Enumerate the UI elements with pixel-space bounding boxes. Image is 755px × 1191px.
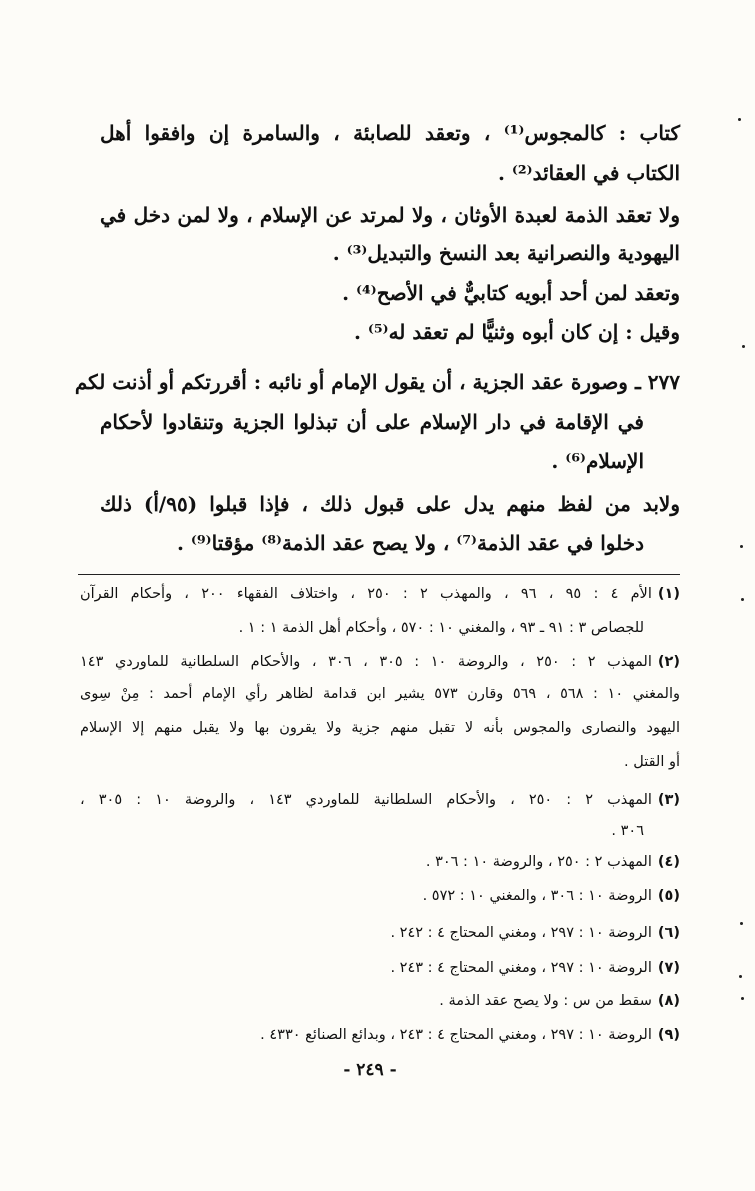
footnote-2: (٢)المهذب ٢ : ٢٥٠ ، والروضة ١٠ : ٣٠٥ ، ٣٠٦ ، والأحكام السلطانية للماوردي ١٤٣: [80, 654, 681, 670]
scan-speck: [741, 997, 744, 1000]
page-number: - ٢٤٩ -: [343, 1060, 397, 1080]
scan-speck: [739, 975, 742, 978]
footnote-4: (٤)المهذب ٢ : ٢٥٠ ، والروضة ١٠ : ٣٠٦ .: [425, 854, 680, 870]
footnotes: [80, 0, 681, 1043]
footnote-5: (٥)الروضة ١٠ : ٣٠٦ ، والمغني ١٠ : ٥٧٢ .: [422, 888, 680, 904]
scan-speck: [740, 545, 743, 548]
text-line: الإسلام⁽⁶⁾ .: [551, 449, 644, 473]
text-line: اليهودية والنصرانية بعد النسخ والتبديل⁽³⁾ .: [332, 241, 680, 265]
footnote-3: (٣)المهذب ٢ : ٢٥٠ ، والأحكام السلطانية للماوردي ١٤٣ ، والروضة ١٠ : ٣٠٥ ،: [80, 792, 681, 808]
text-line: وتعقد لمن أحد أبويه كتابيٌّ في الأصح⁽⁴⁾ .: [342, 281, 680, 305]
footnote-6: (٦)الروضة ١٠ : ٢٩٧ ، ومغني المحتاج ٤ : ٢٤٢ .: [390, 925, 680, 941]
footnote-2-cont: أو القتل .: [624, 754, 680, 770]
scan-speck: [738, 118, 741, 121]
text-line: الكتاب في العقائد⁽²⁾ .: [498, 161, 680, 185]
scan-speck: [740, 922, 743, 925]
footnote-1-cont: للجصاص ٣ : ٩١ ـ ٩٣ ، والمغني ١٠ : ٥٧٠ ، وأحكام أهل الذمة ١ : ١ .: [238, 620, 644, 636]
text-line: ولابد من لفظ منهم يدل على قبول ذلك ، فإذا قبلوا (٩٥/أ) ذلك: [100, 492, 680, 516]
footnote-2-cont: اليهود والنصارى والمجوس بأنه لا تقبل منهم جزية ولا يقرون بها ولا يقبل منهم إلا الإسلام: [80, 720, 680, 736]
footnote-2-cont: والمغني ١٠ : ٥٦٨ ، ٥٦٩ وقارن ٥٧٣ يشير ابن قدامة لظاهر رأي الإمام أحمد : مِنْ سِوى: [80, 686, 680, 702]
section-heading-rest: ، أن يقول الإمام أو نائبه : أقررتكم أو أذنت لكم: [74, 370, 466, 394]
footnote-7: (٧)الروضة ١٠ : ٢٩٧ ، ومغني المحتاج ٤ : ٢٤٣ .: [390, 960, 680, 976]
section-number: ٢٧٧ ـ: [634, 370, 680, 394]
section-heading: وصورة عقد الجزية: [472, 370, 628, 394]
footnote-8: (٨)سقط من س : ولا يصح عقد الذمة .: [439, 993, 680, 1009]
footnote-1: (١)الأم ٤ : ٩٥ ، ٩٦ ، والمهذب ٢ : ٢٥٠ ، واختلاف الفقهاء ٢٠٠ ، وأحكام القرآن: [80, 586, 680, 602]
footnote-3-cont: ٣٠٦ .: [611, 823, 644, 839]
text-line: دخلوا في عقد الذمة⁽⁷⁾ ، ولا يصح عقد الذمة⁽⁸⁾ مؤقتا⁽⁹⁾ .: [176, 531, 644, 555]
text-line: كتاب : كالمجوس⁽¹⁾ ، وتعقد للصابئة ، والسامرة إن وافقوا أهل: [100, 121, 681, 145]
text-line: وقيل : إن كان أبوه وثنيًّا لم تعقد له⁽⁵⁾ .: [353, 320, 680, 344]
scan-speck: [741, 598, 744, 601]
footnote-9: (٩)الروضة ١٠ : ٢٩٧ ، ومغني المحتاج ٤ : ٢٤٣ ، وبدائع الصنائع ٤٣٣٠ .: [260, 1027, 680, 1043]
text-line: ولا تعقد الذمة لعبدة الأوثان ، ولا لمرتد عن الإسلام ، ولا لمن دخل في: [100, 203, 680, 227]
text-line: في الإقامة في دار الإسلام على أن تبذلوا الجزية وتنقادوا لأحكام: [100, 410, 644, 434]
scan-speck: [742, 345, 745, 348]
